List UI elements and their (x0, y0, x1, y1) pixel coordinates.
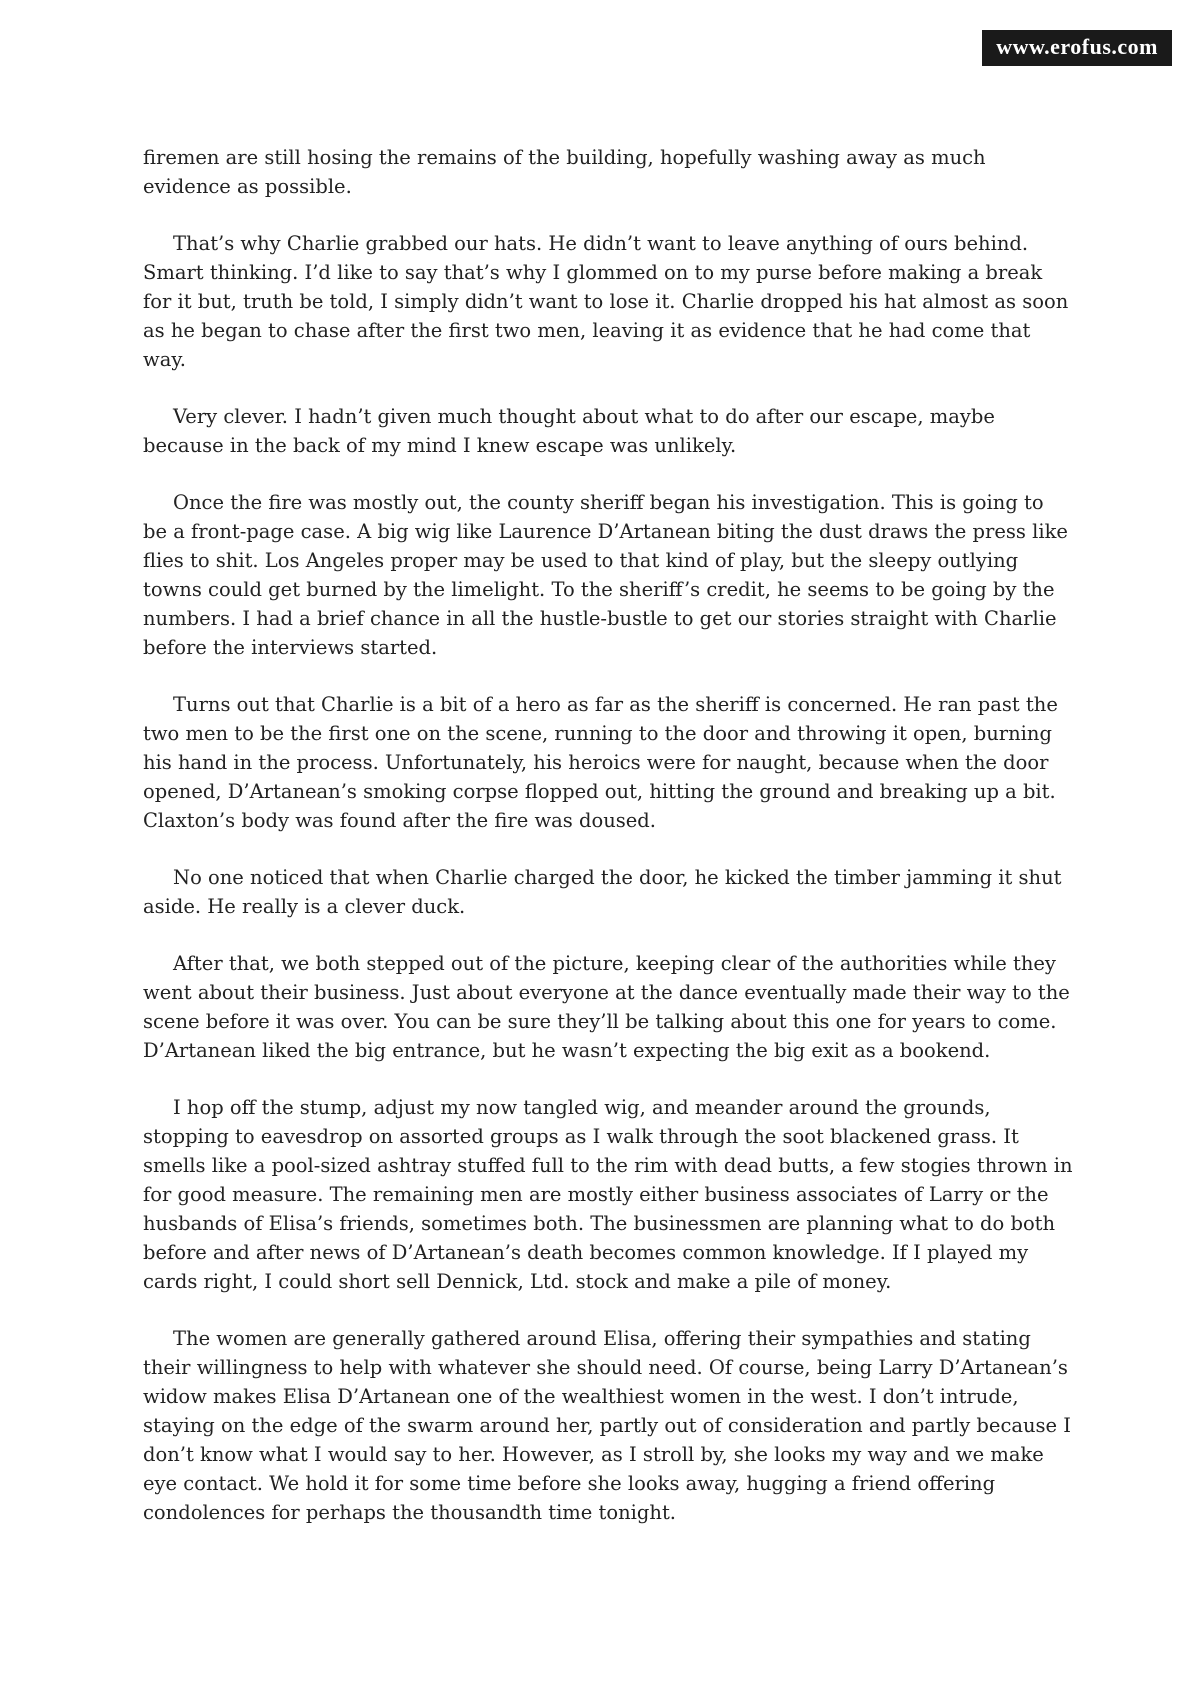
paragraph: No one noticed that when Charlie charged the door, he kicked the timber jamming it shut aside. He really is a clever duck. (143, 866, 1062, 918)
paragraph: That’s why Charlie grabbed our hats. He didn’t want to leave anything of ours behind. Smart thinking. I’d like to say that’s why I glommed on to my purse before making a break for it but, truth be told, I simply didn’t want to lose it. Charlie dropped his hat almost as soon as he began to chase after the first two men, leaving it as evidence that he had come that way. (143, 232, 1069, 371)
paragraph: Once the fire was mostly out, the county sheriff began his investigation. This is going to be a front-page case. A big wig like Laurence D’Artanean biting the dust draws the press like flies to shit. Los Angeles proper may be used to that kind of play, but the sleepy outlying towns could get burned by the limelight. To the sheriff’s credit, he seems to be going by the numbers. I had a brief chance in all the hustle-bustle to get our stories straight with Charlie before the interviews started. (143, 491, 1068, 659)
paragraph: After that, we both stepped out of the picture, keeping clear of the authorities while they went about their business. Just about everyone at the dance eventually made their way to the scene before it was over. You can be sure they’ll be talking about this one for years to come. D’Artanean liked the big entrance, but he wasn’t expecting the big exit as a bookend. (143, 952, 1070, 1062)
watermark-url: www.erofus.com (982, 30, 1172, 66)
paragraph: Very clever. I hadn’t given much thought about what to do after our escape, maybe because in the back of my mind I knew escape was unlikely. (143, 405, 995, 457)
paragraph: firemen are still hosing the remains of the building, hopefully washing away as much evidence as possible. (143, 146, 986, 198)
paragraph: I hop off the stump, adjust my now tangled wig, and meander around the grounds, stopping to eavesdrop on assorted groups as I walk through the soot blackened grass. It smells like a pool-sized ashtray stuffed full to the rim with dead butts, a few stogies thrown in for good measure. The remaining men are mostly either business associates of Larry or the husbands of Elisa’s friends, sometimes both. The businessmen are planning what to do both before and after news of D’Artanean’s death becomes common knowledge. If I played my cards right, I could short sell Dennick, Ltd. stock and make a pile of money. (143, 1096, 1073, 1293)
page-body (143, 143, 1073, 1555)
paragraph: The women are generally gathered around Elisa, offering their sympathies and stating their willingness to help with whatever she should need. Of course, being Larry D’Artanean’s widow makes Elisa D’Artanean one of the wealthiest women in the west. I don’t intrude, staying on the edge of the swarm around her, partly out of consideration and partly because I don’t know what I would say to her. However, as I stroll by, she looks my way and we make eye contact. We hold it for some time before she looks away, hugging a friend offering condolences for perhaps the thousandth time tonight. (143, 1327, 1071, 1524)
paragraph: Turns out that Charlie is a bit of a hero as far as the sheriff is concerned. He ran past the two men to be the first one on the scene, running to the door and throwing it open, burning his hand in the process. Unfortunately, his heroics were for naught, because when the door opened, D’Artanean’s smoking corpse flopped out, hitting the ground and breaking up a bit. Claxton’s body was found after the fire was doused. (143, 693, 1058, 832)
